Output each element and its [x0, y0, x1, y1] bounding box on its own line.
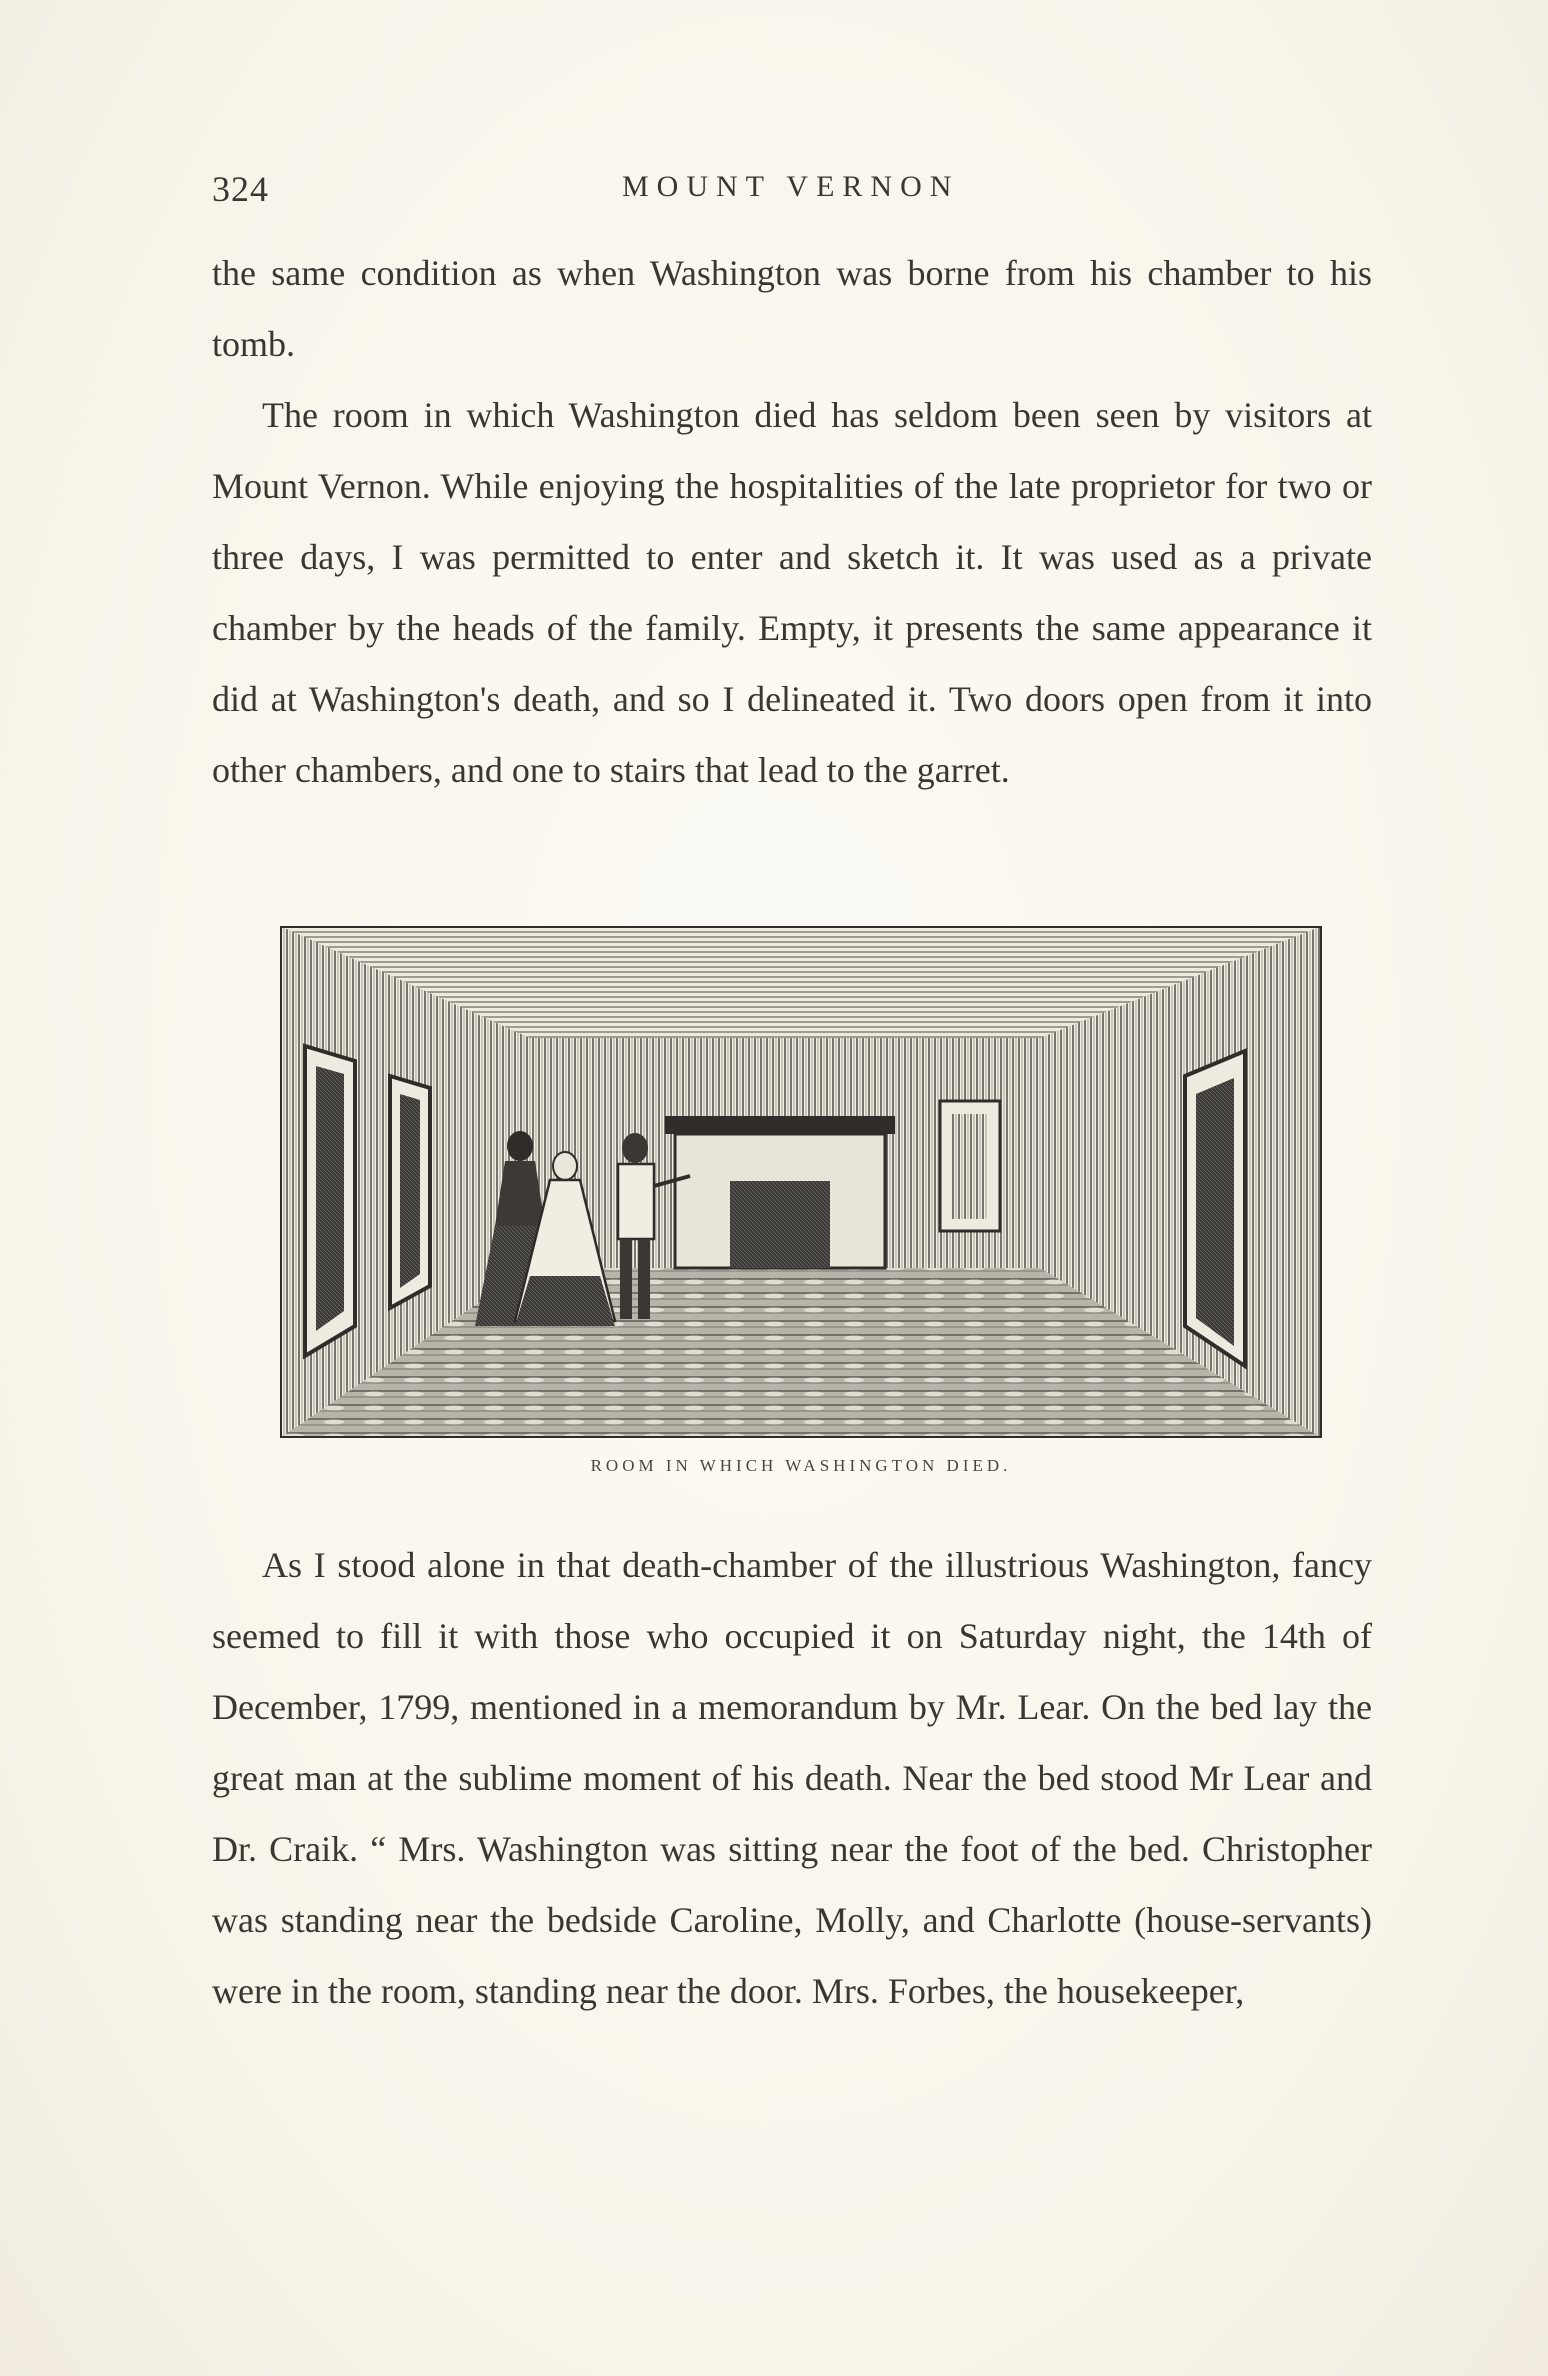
- paragraph-death-chamber: As I stood alone in that death-chamber of the illustrious Washington, fancy seemed to fill it with those who occupied it on Saturday night, the 14th of December, 1799, mentioned in a memorandum by Mr. Lear. On the bed lay the great man at the sublime moment of his death. Near the bed stood Mr Lear and Dr. Craik. “ Mrs. Washington was sitting near the foot of the bed. Christopher was standing near the bedside Caroline, Molly, and Charlotte (house-servants) were in the room, standing near the door. Mrs. Forbes, the housekeeper,: [212, 1545, 1372, 2011]
- paragraph-continued: the same condition as when Washington was borne from his chamber to his tomb.: [212, 253, 1372, 364]
- paragraph-room-description: The room in which Washington died has seldom been seen by visitors at Mount Vernon. While enjoying the hospitalities of the late proprietor for two or three days, I was permitted to enter and sketch it. It was used as a private chamber by the heads of the family. Empty, it presents the same appearance it did at Washington's death, and so I delineated it. Two doors open from it into other chambers, and one to stairs that lead to the garret.: [212, 395, 1372, 790]
- text-block-top: [212, 238, 1372, 806]
- engraving-room-illustration: [280, 926, 1322, 1438]
- page-number: 324: [212, 169, 269, 209]
- page-header: [212, 168, 1412, 220]
- figure-caption: ROOM IN WHICH WASHINGTON DIED.: [590, 1456, 1012, 1475]
- running-head: MOUNT VERNON: [622, 170, 960, 203]
- text-block-bottom: [212, 1530, 1372, 2027]
